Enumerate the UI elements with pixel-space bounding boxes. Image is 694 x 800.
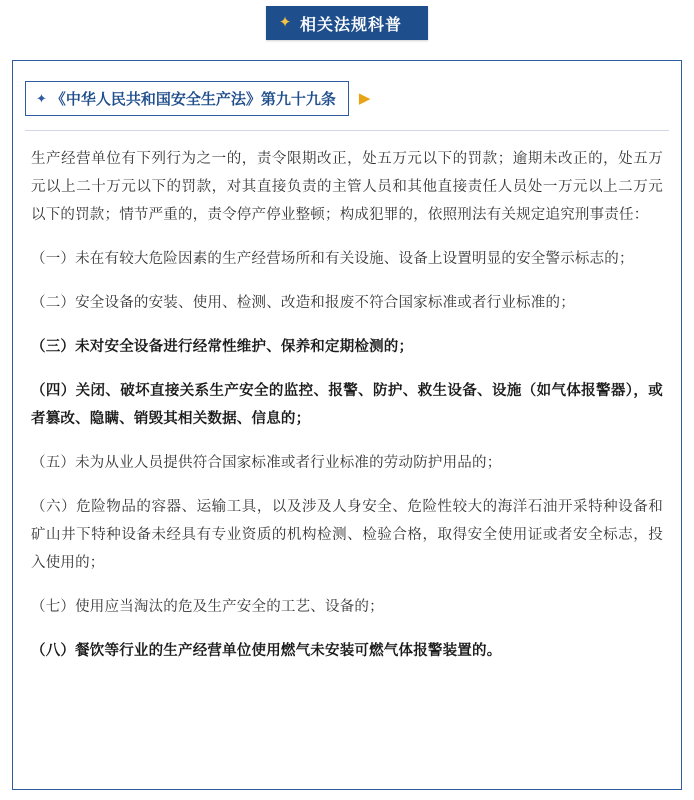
law-paragraph: （三）未对安全设备进行经常性维护、保养和定期检测的； xyxy=(31,339,414,355)
banner-title: 相关法规科普 xyxy=(299,16,403,34)
law-title: 《中华人民共和国安全生产法》第九十九条 xyxy=(50,91,336,108)
law-paragraph: （八）餐饮等行业的生产经营单位使用燃气未安装可燃气体报警装置的。 xyxy=(31,643,502,659)
diamond-icon: ✦ xyxy=(36,91,47,106)
law-paragraph: （一）未在有较大危险因素的生产经营场所和有关设施、设备上设置明显的安全警示标志的； xyxy=(31,251,634,267)
law-body xyxy=(13,131,681,685)
law-paragraph: （五）未为从业人员提供符合国家标准或者行业标准的劳动防护用品的； xyxy=(31,455,502,471)
law-title-row xyxy=(13,61,681,116)
law-paragraph: （二）安全设备的安装、使用、检测、改造和报废不符合国家标准或者行业标准的； xyxy=(31,295,575,311)
header xyxy=(0,0,694,52)
law-card xyxy=(12,60,682,790)
arrow-right-icon[interactable]: ▶ xyxy=(358,90,371,107)
law-paragraph: （七）使用应当淘汰的危及生产安全的工艺、设备的； xyxy=(31,599,384,615)
star-icon: ✦ xyxy=(278,14,292,31)
law-paragraph: 生产经营单位有下列行为之一的，责令限期改正，处五万元以下的罚款；逾期未改正的，处五万元以上二十万元以下的罚款，对其直接负责的主管人员和其他直接责任人员处一万元以上二万元以下的罚款；情节严重的，责令停产停业整顿；构成犯罪的，依照刑法有关规定追究刑事责任： xyxy=(31,151,663,223)
law-title-box xyxy=(25,81,349,116)
law-paragraph: （四）关闭、破坏直接关系生产安全的监控、报警、防护、救生设备、设施（如气体报警器），或者篡改、隐瞒、销毁其相关数据、信息的； xyxy=(31,383,663,427)
law-paragraph: （六）危险物品的容器、运输工具，以及涉及人身安全、危险性较大的海洋石油开采特种设备和矿山井下特种设备未经具有专业资质的机构检测、检验合格，取得安全使用证或者安全标志，投入使用的； xyxy=(31,499,663,571)
section-banner xyxy=(266,6,428,40)
